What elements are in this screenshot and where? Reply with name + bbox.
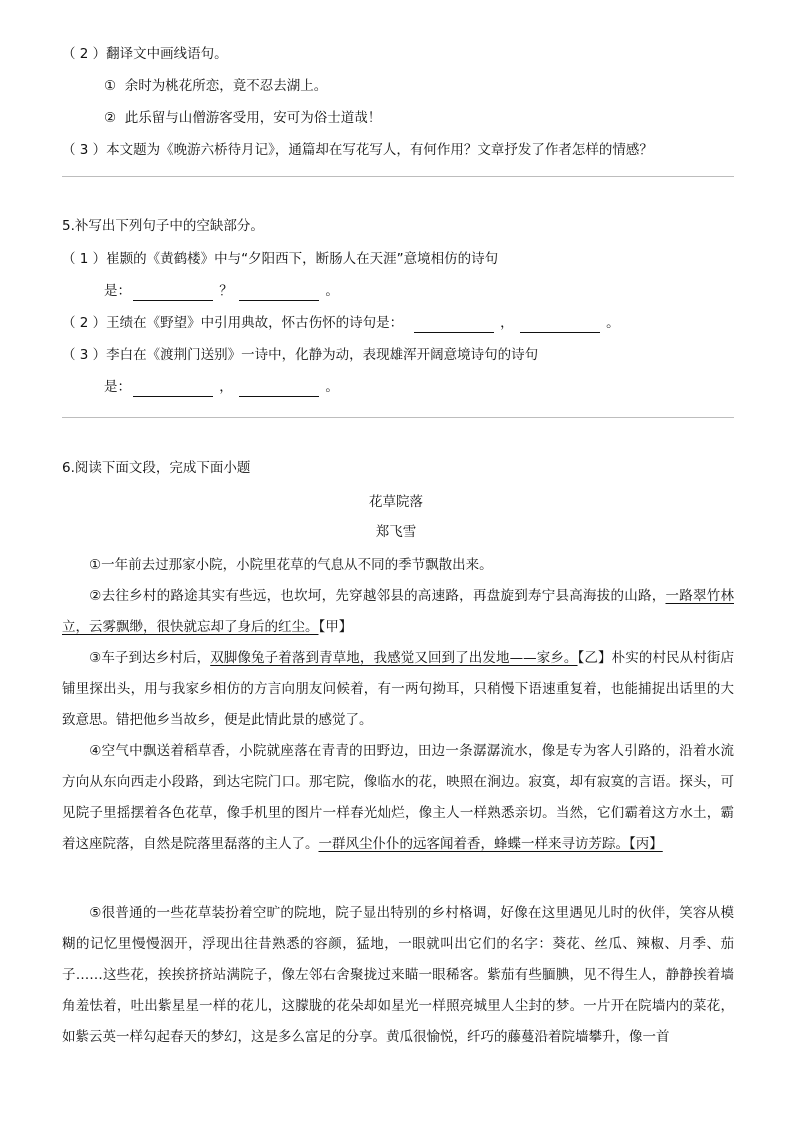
q5-sub1-answer <box>104 281 339 301</box>
answer-blank[interactable] <box>133 382 213 397</box>
paragraph-1-text: ①一年前去过那家小院，小院里花草的气息从不同的季节飘散出来。 <box>89 557 493 573</box>
q5-sub3: （ 3 ）李白在《渡荆门送别》一诗中，化静为动，表现雄浑开阔意境诗句的诗句 <box>62 347 539 363</box>
question-mark: ？ <box>219 283 233 299</box>
q4-item1 <box>104 76 327 96</box>
answer-blank[interactable] <box>239 382 319 397</box>
paragraph-4-text: ④空气中飘送着稻草香，小院就座落在青青的田野边，田边一条潺潺流水，像是专为客人引路的，沿着水流方向从东向西走小段路，到达宅院门口。那宅院，像临水的花，映照在涧边。寂寞，却有寂寞的言语。探头，可见院子里摇摆着各色花草，像手机里的图片一样春光灿烂，像主人一样熟悉亲切。当然，它们霸着这方水土，霸着这座院落，自然是院落里磊落的主人了。 <box>62 743 734 852</box>
paragraph-3-rest: 【乙】朴实的村民从村街店铺里探出头，用与我家乡相仿的方言向朋友问候着，有一两句拗耳，只稍慢下语速重复着，也能捕捉出话里的大致意思。错把他乡当故乡，便是此情此景的感觉了。 <box>62 650 734 728</box>
q5-sub2 <box>62 313 620 333</box>
answer-blank[interactable] <box>239 286 319 301</box>
answer-prefix: 是： <box>104 379 131 395</box>
tag-jia: 【甲】 <box>318 619 353 635</box>
q5-sub1: （ 1 ）崔颢的《黄鹤楼》中与“夕阳西下，断肠人在天涯”意境相仿的诗句 <box>62 251 499 267</box>
article-title: 花草院落 <box>369 494 423 510</box>
period: 。 <box>325 379 339 395</box>
q5-sub2-text: （ 2 ）王绩在《野望》中引用典故，怀古伤怀的诗句是： <box>62 315 404 331</box>
period: 。 <box>606 315 620 331</box>
q5-title: 5.补写出下列句子中的空缺部分。 <box>62 218 264 234</box>
paragraph-1 <box>62 550 734 581</box>
q4-item2-text: 此乐留与山僧游客受用，安可为俗士道哉！ <box>124 110 382 126</box>
answer-prefix: 是： <box>104 283 131 299</box>
q6-title: 6.阅读下面文段，完成下面小题 <box>62 460 251 476</box>
underlined-sentence-jia: 一路翠竹林立，云雾飘缈，很快就忘却了身后的红尘。 <box>62 588 734 635</box>
period: 。 <box>325 283 339 299</box>
paragraph-2-text: ②去往乡村的路途其实有些远，也坎坷，先穿越邻县的高速路，再盘旋到寿宁县高海拔的山路， <box>89 588 666 604</box>
q4-sub2: （ 2 ）翻译文中画线语句。 <box>62 46 228 62</box>
article-author: 郑飞雪 <box>375 524 417 540</box>
divider <box>62 176 734 177</box>
paragraph-3-text: ③车子到达乡村后， <box>89 650 211 666</box>
q4-item2 <box>104 108 381 128</box>
answer-blank[interactable] <box>520 318 600 333</box>
comma: ， <box>219 379 233 395</box>
q4-item1-num: ① <box>104 78 117 94</box>
answer-blank[interactable] <box>133 286 213 301</box>
tag-bing: 【丙】 <box>629 836 663 852</box>
q4-sub3: （ 3 ）本文题为《晚游六桥待月记》，通篇却在写花写人，有何作用？文章抒发了作者怎样的情感？ <box>62 142 653 158</box>
q4-item2-num: ② <box>104 110 117 126</box>
paragraph-3 <box>62 643 734 736</box>
comma: ， <box>500 315 514 331</box>
paragraph-5-text: ⑤很普通的一些花草装扮着空旷的院地，院子显出特别的乡村格调，好像在这里遇见儿时的伙伴，笑容从模糊的记忆里慢慢洇开，浮现出往昔熟悉的容颜，猛地，一眼就叫出它们的名字：葵花、丝瓜、辣椒、月季、茄子……这些花，挨挨挤挤站满院子，像左邻右舍聚拢过来瞄一眼稀客。紫茄有些腼腆，见不得生人，静静挨着墙角羞怯着，吐出紫星星一样的花儿，这朦胧的花朵却如星光一样照亮城里人尘封的梦。一片开在院墙内的菜花，如紫云英一样勾起春天的梦幻，这是多么富足的分享。黄瓜很愉悦，纤巧的藤蔓沿着院墙攀升，像一首 <box>62 905 734 1045</box>
paragraph-2 <box>62 581 734 643</box>
paragraph-5 <box>62 898 734 1053</box>
answer-blank[interactable] <box>414 318 494 333</box>
underlined-sentence-bing: 一群风尘仆仆的远客闻着香，蜂蝶一样来寻访芳踪。 <box>318 836 629 852</box>
underlined-sentence-yi: 双脚像兔子着落到青草地，我感觉又回到了出发地——家乡。 <box>210 650 578 666</box>
q5-sub3-answer <box>104 377 339 397</box>
paragraph-4 <box>62 736 734 860</box>
divider <box>62 417 734 418</box>
q4-item1-text: 余时为桃花所恋，竟不忍去湖上。 <box>124 78 328 94</box>
